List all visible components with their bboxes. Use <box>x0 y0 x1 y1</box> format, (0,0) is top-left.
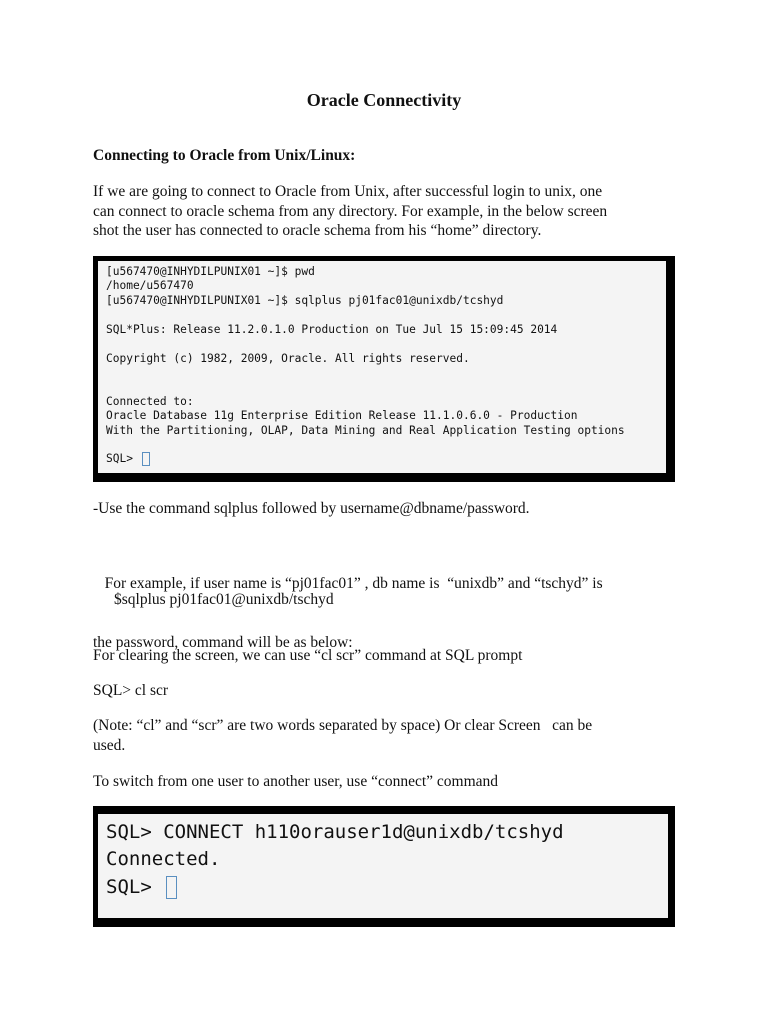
switch-paragraph <box>93 772 683 792</box>
clear-line: For clearing the screen, we can use “cl scr” command at SQL prompt <box>93 647 523 664</box>
example-paragraph <box>93 535 683 691</box>
sql-prompt: SQL> <box>106 452 133 465</box>
cursor-icon <box>166 876 177 899</box>
terminal-screen-2 <box>98 814 668 918</box>
terminal-screen-1 <box>98 261 666 473</box>
note-paragraph <box>93 716 683 755</box>
switch-line: To switch from one user to another user, use “connect” command <box>93 773 499 790</box>
terminal-line: Connected. <box>106 848 221 870</box>
clear-command-text: SQL> cl scr <box>93 682 169 699</box>
note-line-1: (Note: “cl” and “scr” are two words separated by space) Or clear Screen can be <box>93 717 593 734</box>
usage-line: -Use the command sqlplus followed by username@dbname/password. <box>93 500 530 517</box>
example-command <box>114 590 704 610</box>
intro-line-3: shot the user has connected to oracle schema from his “home” directory. <box>93 222 542 239</box>
terminal-line: SQL*Plus: Release 11.2.0.1.0 Production on Tue Jul 15 15:09:45 2014 <box>106 323 558 336</box>
cursor-icon <box>142 452 150 466</box>
terminal-line: With the Partitioning, OLAP, Data Mining and Real Application Testing options <box>106 424 625 437</box>
example-command-text: $sqlplus pj01fac01@unixdb/tschyd <box>114 591 334 608</box>
example-line-1: For example, if user name is “pj01fac01” , db name is “unixdb” and “tschyd” is <box>93 575 603 592</box>
example-line-2: the password, command will be as below: <box>93 633 353 651</box>
terminal-screenshot-2 <box>93 806 675 927</box>
terminal-prompt-line <box>106 874 177 900</box>
terminal-line: SQL> CONNECT h110orauser1d@unixdb/tcshyd <box>106 821 564 843</box>
terminal-line: Connected to: <box>106 395 194 408</box>
terminal-line: [u567470@INHYDILPUNIX01 ~]$ sqlplus pj01fac01@unixdb/tcshyd <box>106 294 504 307</box>
terminal-screenshot-1 <box>93 256 675 482</box>
intro-line-1: If we are going to connect to Oracle from Unix, after successful login to unix, one <box>93 183 603 200</box>
intro-line-2: can connect to oracle schema from any directory. For example, in the below screen <box>93 202 608 220</box>
usage-paragraph <box>93 499 683 519</box>
terminal-line: /home/u567470 <box>106 279 194 292</box>
clear-command <box>93 681 683 701</box>
intro-paragraph <box>93 182 683 241</box>
terminal-prompt-line <box>106 452 150 466</box>
terminal-line: Oracle Database 11g Enterprise Edition Release 11.1.0.6.0 - Production <box>106 409 578 422</box>
note-line-2: used. <box>93 736 126 754</box>
section-heading: Connecting to Oracle from Unix/Linux: <box>93 147 356 164</box>
page-title: Oracle Connectivity <box>306 90 462 110</box>
sql-prompt: SQL> <box>106 876 152 898</box>
terminal-line: [u567470@INHYDILPUNIX01 ~]$ pwd <box>106 265 315 278</box>
clear-paragraph <box>93 646 683 666</box>
terminal-line: Copyright (c) 1982, 2009, Oracle. All rights reserved. <box>106 352 470 365</box>
